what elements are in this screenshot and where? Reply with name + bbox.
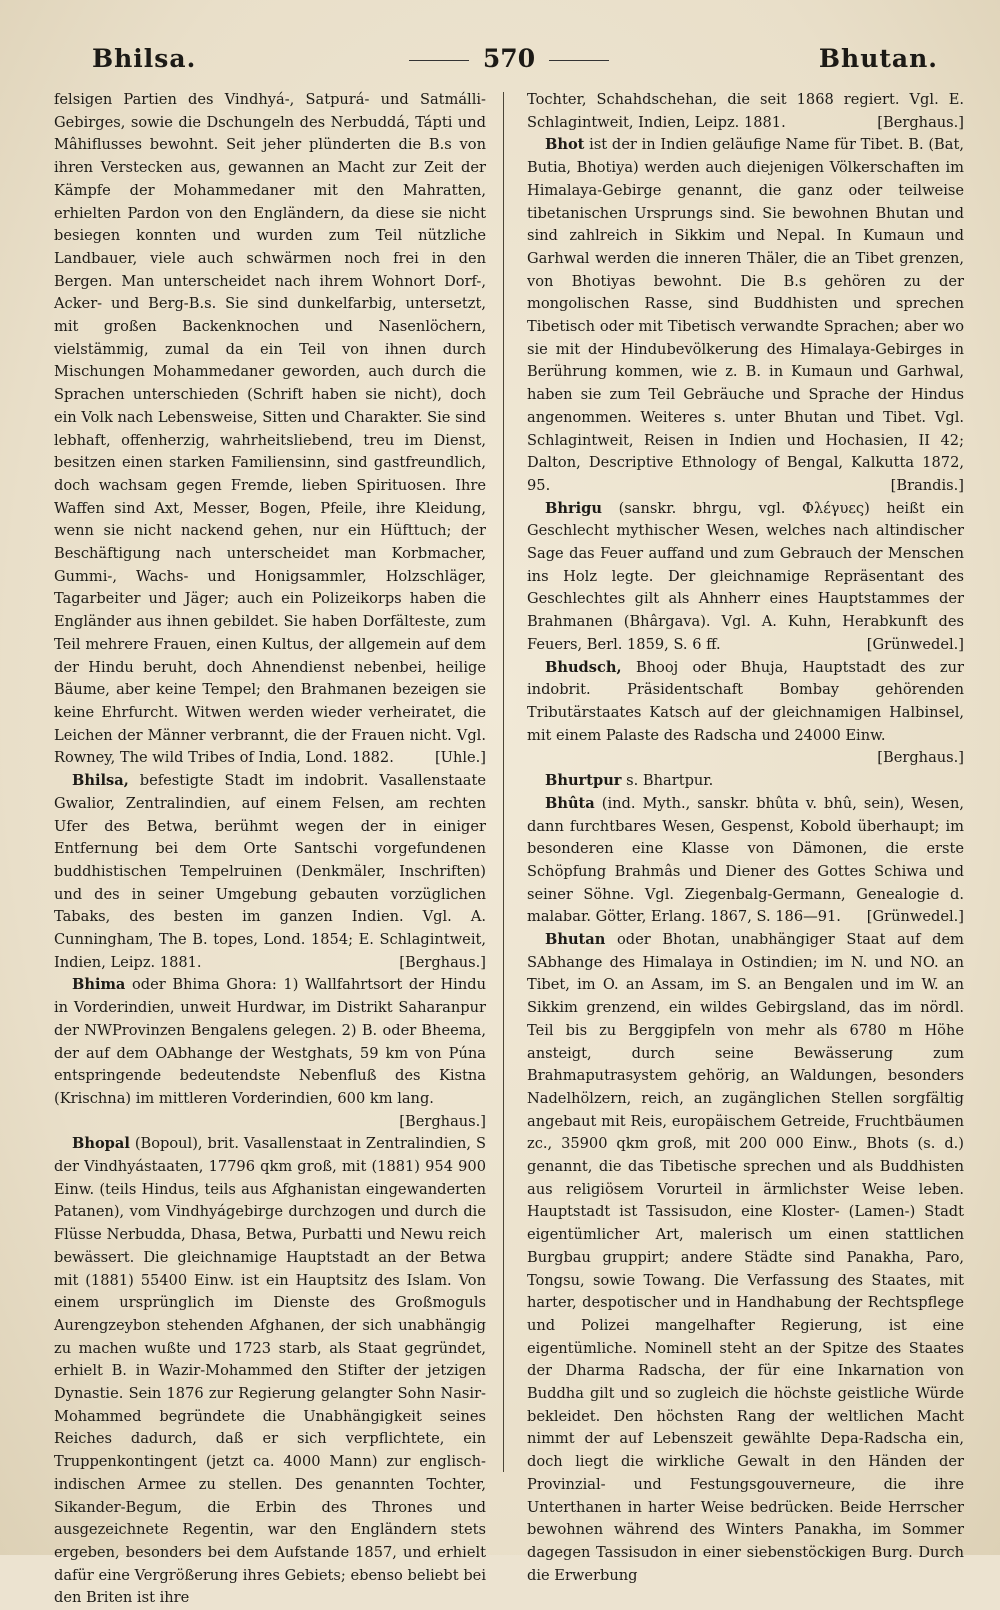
headword: Bhopal bbox=[72, 1135, 130, 1153]
entry-bhima: Bhima oder Bhima Ghora: 1) Wallfahrtsort der Hindu in Vorderindien, unweit Hurdwar, im Distrikt Saharanpur der NWProvinzen Bengalens gelegen. 2) B. oder Bheema, der auf dem OAbhange der Westghats, 59 km von Púna entspringende bedeutendste Nebenfluß des Kistna (Krischna) im mittleren Vorderindien, 600 km lang. [Berghaus.] bbox=[54, 974, 486, 1133]
entry-bhil-continued: felsigen Partien des Vindhyá-, Satpurá- und Satmálli-Gebirges, sowie die Dschungeln des Nerbuddá, Tápti und Mâhiflusses bewohnt. Seit jeher plünderten die B.s von ihren Verstecken aus, gewannen an Macht zur Zeit der Kämpfe der Mohammedaner mit den Mahratten, erhielten Pardon von den Engländern, da diese sie nicht besiegen konnten und wurden zum Teil nützliche Landbauer, viele auch schwärmen noch frei in den Bergen. Man unterscheidet nach ihrem Wohnort Dorf-, Acker- und Berg-B.s. Sie sind dunkelfarbig, untersetzt, mit großen Backenknochen und Nasenlöchern, vielstämmig, zumal da ein Teil von ihnen durch Mischungen Mohammedaner geworden, auch durch die Sprachen unterschieden (Schrift haben sie nicht), doch ein Volk nach Lebensweise, Sitten und Charakter. Sie sind lebhaft, offenherzig, wahrheitsliebend, treu im Dienst, besitzen einen starken Familiensinn, sind gastfreundlich, doch wachsam gegen Fremde, lieben Spirituosen. Ihre Waffen sind Axt, Messer, Bogen, Pfeile, ihre Kleidung, wenn sie nicht nackend gehen, nur ein Hüfttuch; der Beschäftigung nach unterscheidet man Korbmacher, Gummi-, Wachs- und Honigsammler, Holzschläger, Tagarbeiter und Jäger; auch ein Polizeikorps haben die Engländer aus ihnen gebildet. Sie haben Dorfälteste, zum Teil mehrere Frauen, einen Kultus, der allgemein auf dem der Hindu beruht, doch Ahnendienst nebenbei, heilige Bäume, aber keine Tempel; den Brahmanen bezeigen sie keine Ehrfurcht. Witwen werden wieder verheiratet, die Leichen der Männer verbrannt, die der Frauen nicht. Vgl. Rowney, The wild Tribes of India, Lond. 1882. [Uhle.] bbox=[54, 89, 486, 770]
left-column bbox=[54, 89, 486, 1607]
author-signature: [Uhle.] bbox=[434, 749, 486, 767]
column-divider bbox=[503, 92, 504, 1472]
author-signature: [Berghaus.] bbox=[877, 113, 964, 131]
header-right-keyword: Bhutan. bbox=[818, 44, 938, 73]
header-rule-right bbox=[549, 60, 609, 61]
entry-bhopal: Bhopal (Bopoul), brit. Vasallenstaat in Zentralindien, S der Vindhyástaaten, 17796 qkm groß, mit (1881) 954 900 Einw. (teils Hindus, teils aus Afghanistan eingewanderten Patanen), vom Vindhyágebirge durchzogen und durch die Flüsse Nerbudda, Dhasa, Betwa, Purbatti und Newu reich bewässert. Die gleichnamige Hauptstadt an der Betwa mit (1881) 55400 Einw. ist ein Hauptsitz des Islam. Von einem ursprünglich im Dienste des Großmoguls Aurengzeybon stehenden Afghanen, der sich unabhängig zu machen wußte und 1723 starb, als Staat gegründet, erhielt B. in Wazir-Mohammed den Stifter der jetzigen Dynastie. Sein 1876 zur Regierung gelangter Sohn Nasir-Mohammed begründete die Unabhängigkeit seines Reiches dadurch, daß er sich verpflichtete, ein Truppenkontingent (jetzt ca. 4000 Mann) zur englisch-indischen Armee zu stellen. Des genannten Tochter, Sikander-Begum, die Erbin des Thrones und ausgezeichnete Regentin, war den Engländern stets ergeben, besonders bei dem Aufstande 1857, und erhielt dafür eine Vergrößerung ihres Gebiets; ebenso beliebt bei den Briten ist ihre bbox=[54, 1135, 486, 1607]
entry-bhot: Bhot ist der in Indien geläufige Name für Tibet. B. (Bat, Butia, Bhotiya) werden auch diejenigen Völkerschaften im Himalaya-Gebirge genannt, die ganz oder teilweise tibetanischen Ursprungs sind. Sie bewohnen Bhutan und sind zahlreich in Sikkim und Nepal. In Kumaun und Garhwal werden die inneren Thäler, die an Tibet grenzen, von Bhotiyas bewohnt. Die B.s gehören zu der mongolischen Rasse, sind Buddhisten und sprechen Tibetisch oder mit Tibetisch verwandte Sprachen; aber wo sie mit der Hindubevölkerung des Himalaya-Gebirges in Berührung kommen, wie z. B. in Kumaun und Garhwal, haben sie zum Teil Gebräuche und Sprache der Hindus angenommen. Weiteres s. unter Bhutan und Tibet. Vgl. Schlagintweit, Reisen in Indien und Hochasien, II 42; Dalton, Descriptive Ethnology of Bengal, Kalkutta 1872, 95. [Brandis.] bbox=[527, 134, 964, 497]
page-number: 570 bbox=[482, 44, 536, 73]
header-left-keyword: Bhilsa. bbox=[92, 44, 197, 73]
entry-bhudsch: Bhudsch, Bhooj oder Bhuja, Hauptstadt des zur indobrit. Präsidentschaft Bombay gehörenden Tributärstaates Katsch auf der gleichnamigen Halbinsel, mit einem Palaste des Radscha und 24000 Einw. [Berghaus.] bbox=[527, 657, 964, 771]
entry-bhopal-continued: Tochter, Schahdschehan, die seit 1868 regiert. Vgl. E. Schlagintweit, Indien, Leipz. 1881. [Berghaus.] bbox=[527, 89, 964, 134]
author-signature: [Berghaus.] bbox=[399, 1112, 486, 1130]
headword: Bhot bbox=[545, 136, 585, 154]
headword: Bhurtpur bbox=[545, 772, 622, 790]
entry-bhilsa: Bhilsa, befestigte Stadt im indobrit. Vasallenstaate Gwalior, Zentralindien, auf einem Felsen, am rechten Ufer des Betwa, berühmt wegen der in einiger Entfernung bei dem Orte Santschi vorgefundenen buddhistischen Tempelruinen (Denkmäler, Inschriften) und des in seiner Umgebung gebauten vorzüglichen Tabaks, des besten im ganzen Indien. Vgl. A. Cunningham, The B. topes, Lond. 1854; E. Schlagintweit, Indien, Leipz. 1881. [Berghaus.] bbox=[54, 770, 486, 974]
header-rule-left bbox=[409, 60, 469, 61]
entry-bhurtpur: Bhurtpur s. Bhartpur. bbox=[545, 772, 714, 790]
headword: Bhrigu bbox=[545, 499, 602, 517]
author-signature: [Berghaus.] bbox=[877, 749, 964, 767]
right-column bbox=[527, 89, 964, 1584]
headword: Bhilsa, bbox=[72, 772, 129, 790]
headword: Bhûta bbox=[545, 794, 595, 812]
author-signature: [Grünwedel.] bbox=[866, 908, 964, 926]
headword: Bhima bbox=[72, 976, 126, 994]
headword: Bhudsch, bbox=[545, 658, 622, 676]
author-signature: [Brandis.] bbox=[890, 476, 964, 494]
entry-bhutan: Bhutan oder Bhotan, unabhängiger Staat auf dem SAbhange des Himalaya in Ostindien; im N. und NO. an Tibet, im O. an Assam, im S. an Bengalen und im W. an Sikkim grenzend, ein wildes Gebirgsland, das im nördl. Teil bis zu Berggipfeln von mehr als 6780 m Höhe ansteigt, durch seine Bewässerung zum Brahmaputrasystem gehörig, an Waldungen, besonders Nadelhölzern, reich, an zugänglichen Stellen sorgfältig angebaut mit Reis, europäischem Getreide, Fruchtbäumen zc., 35900 qkm groß, mit 200 000 Einw., Bhots (s. d.) genannt, die das Tibetische sprechen und als Buddhisten aus religiösem Vorurteil in ärmlichster Weise leben. Hauptstadt ist Tassisudon, eine Kloster- (Lamen-) Stadt eigentümlicher Art, malerisch um einen stattlichen Burgbau gruppirt; andere Städte sind Panakha, Paro, Tongsu, sowie Towang. Die Verfassung des Staates, mit harter, despotischer und in Handhabung der Rechtspflege und Polizei mangelhafter Regierung, ist eine eigentümliche. Nominell steht an der Spitze des Staates der Dharma Radscha, der für eine Inkarnation von Buddha gilt und so zugleich die höchste geistliche Würde bekleidet. Den höchsten Rang der weltlichen Macht nimmt der auf Lebenszeit gewählte Depa-Radscha ein, doch liegt die wirkliche Gewalt in den Händen der Provinzial- und Festungsgouverneure, die ihre Unterthanen in harter Weise bedrücken. Beide Herrscher bewohnen während des Winters Panakha, im Sommer dagegen Tassisudon in einer siebenstöckigen Burg. Durch die Erwerbung bbox=[527, 931, 964, 1584]
author-signature: [Grünwedel.] bbox=[866, 635, 964, 653]
page-number-block bbox=[80, 44, 938, 73]
author-signature: [Berghaus.] bbox=[399, 953, 486, 971]
headword: Bhutan bbox=[545, 931, 606, 949]
entry-bhrigu: Bhrigu (sanskr. bhrgu, vgl. Φλέγυες) heißt ein Geschlecht mythischer Wesen, welches nach altindischer Sage das Feuer auffand und zum Gebrauch der Menschen ins Holz legte. Der gleichnamige Repräsentant des Geschlechtes gilt als Ahnherr eines Hauptstammes der Brahmanen (Bhârgava). Vgl. A. Kuhn, Herabkunft des Feuers, Berl. 1859, S. 6 ff. [Grünwedel.] bbox=[527, 498, 964, 657]
entry-bhuta: Bhûta (ind. Myth., sanskr. bhûta v. bhû, sein), Wesen, dann furchtbares Wesen, Gespenst, Kobold überhaupt; im besonderen eine Klasse von Dämonen, die erste Schöpfung Brahmâs und Diener des Gottes Schiwa und seiner Söhne. Vgl. Ziegenbalg-Germann, Genealogie d. malabar. Götter, Erlang. 1867, S. 186—91. [Grünwedel.] bbox=[527, 793, 964, 929]
running-header bbox=[80, 44, 938, 84]
